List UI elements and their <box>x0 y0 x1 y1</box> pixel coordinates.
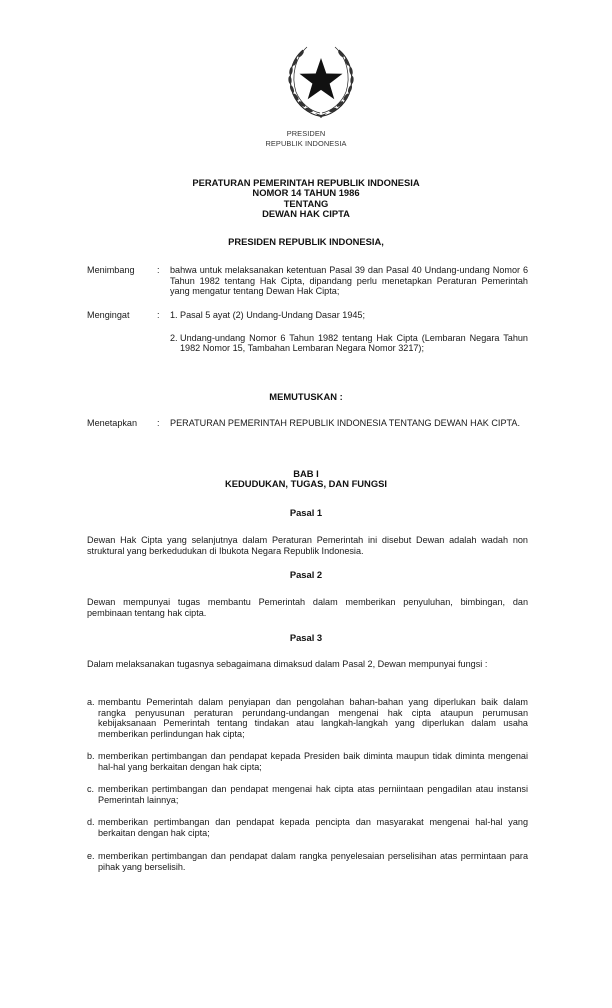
pasal-1-heading: Pasal 1 <box>289 507 323 518</box>
chapter-heading <box>0 469 612 490</box>
item-text: memberikan pertimbangan dan pendapat kepada pencipta dan masyarakat mengenai hal-hal yang berkaitan dengan hak cipta; <box>98 817 528 838</box>
title-line-1: PERATURAN PEMERINTAH REPUBLIK INDONESIA <box>192 177 420 188</box>
chapter-number: BAB I <box>293 468 319 479</box>
letterhead-line-presiden: PRESIDEN <box>286 129 326 138</box>
item-number: 1. <box>170 310 178 320</box>
mengingat-item <box>170 310 528 321</box>
fungsi-item-d <box>87 817 528 838</box>
title-line-3: TENTANG <box>283 197 329 209</box>
fungsi-item-a <box>87 697 528 739</box>
mengingat-list <box>170 310 528 354</box>
item-text: memberikan pertimbangan dan pendapat mengenai hak cipta atas perniintaan pengadilan atau instansi Pemerintah lainnya; <box>98 784 528 805</box>
item-text: membantu Pemerintah dalam penyiapan dan pengolahan bahan-bahan yang diperlukan baik dalam rangka penyusunan peraturan perundang-undangan mengenai hak cipta ataupun perumusan kebijaksanaan Pemerintah tentang tindakan atau langkah-langkah yang diperlukan dalam usaha memberikan perlindungan hak cipta; <box>98 697 528 739</box>
fungsi-item-b <box>87 751 528 772</box>
menetapkan-colon: : <box>157 418 160 428</box>
title-line-2: NOMOR 14 TAHUN 1986 <box>252 187 360 199</box>
mengingat-colon: : <box>157 310 160 320</box>
fungsi-item-c <box>87 784 528 805</box>
menetapkan-text: PERATURAN PEMERINTAH REPUBLIK INDONESIA TENTANG DEWAN HAK CIPTA. <box>170 418 520 428</box>
pasal-1-text: Dewan Hak Cipta yang selanjutnya dalam Peraturan Pemerintah ini disebut Dewan adalah wadah non struktural yang berkedudukan di Ibukota Negara Republik Indonesia. <box>87 535 528 556</box>
item-letter: d. <box>87 817 95 827</box>
mengingat-item <box>170 333 528 354</box>
item-letter: b. <box>87 751 95 761</box>
menimbang-colon: : <box>157 265 160 275</box>
pasal-2-text: Dewan mempunyai tugas membantu Pemerintah dalam memberikan penyuluhan, bimbingan, dan pembinaan tentang hak cipta. <box>87 597 528 618</box>
fungsi-item-e <box>87 851 528 872</box>
item-letter: e. <box>87 851 95 861</box>
menetapkan-label: Menetapkan <box>87 418 138 428</box>
memutuskan-heading: MEMUTUSKAN : <box>269 391 343 402</box>
presidential-emblem-icon <box>283 38 359 120</box>
letterhead-line-republik: REPUBLIK INDONESIA <box>265 139 347 148</box>
item-text: memberikan pertimbangan dan pendapat dalam rangka penyelesaian perselisihan atas permintaan para pihak yang berselisih. <box>98 851 528 872</box>
chapter-title: KEDUDUKAN, TUGAS, DAN FUNGSI <box>225 478 387 490</box>
pasal-2-heading: Pasal 2 <box>289 569 323 580</box>
regulation-title <box>0 178 612 220</box>
mengingat-label: Mengingat <box>87 310 130 320</box>
item-letter: a. <box>87 697 95 707</box>
item-text: Pasal 5 ayat (2) Undang-Undang Dasar 1945; <box>180 310 366 320</box>
item-text: Undang-undang Nomor 6 Tahun 1982 tentang Hak Cipta (Lembaran Negara Tahun 1982 Nomor 15, Tambahan Lembaran Negara Nomor 3217); <box>180 332 528 353</box>
item-letter: c. <box>87 784 95 794</box>
menimbang-text: bahwa untuk melaksanakan ketentuan Pasal 39 dan Pasal 40 Undang-undang Nomor 6 Tahun 1982 tentang Hak Cipta, dipandang perlu menetapkan Peraturan Pemerintah yang mengatur tentang Dewan Hak Cipta; <box>170 265 528 296</box>
item-number: 2. <box>170 332 178 343</box>
pasal-3-intro: Dalam melaksanakan tugasnya sebagaimana dimaksud dalam Pasal 2, Dewan mempunyai fungsi : <box>87 659 488 669</box>
pasal-3-heading: Pasal 3 <box>289 632 323 643</box>
preamble-heading: PRESIDEN REPUBLIK INDONESIA, <box>228 236 384 247</box>
title-line-4: DEWAN HAK CIPTA <box>262 208 350 220</box>
menimbang-label: Menimbang <box>87 265 135 275</box>
item-text: memberikan pertimbangan dan pendapat kepada Presiden baik diminta maupun tidak diminta mengenai hal-hal yang berkaitan dengan hak cipta; <box>98 751 528 772</box>
